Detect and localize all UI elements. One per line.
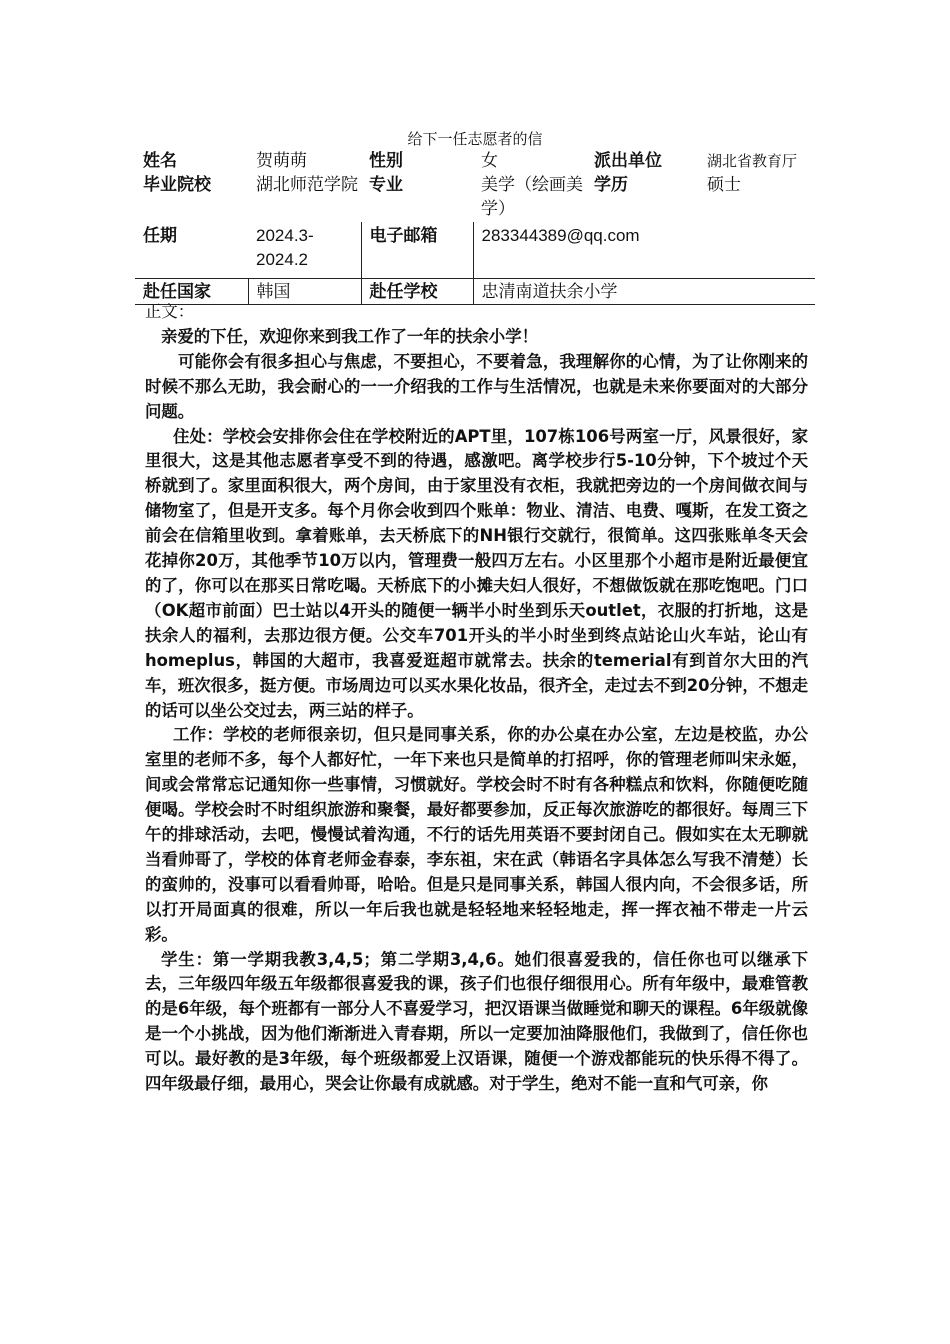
unit-label: 派出单位 [594,151,662,171]
paragraph-intro: 可能你会有很多担心与焦虑，不要担心，不要着急，我理解你的心情，为了让你刚来的时候不那么无助，我会耐心的一一介绍我的工作与生活情况，也就是未来你要面对的大部分问题。 [145,351,808,421]
name-label: 姓名 [143,151,177,171]
school-value: 湖北师范学院 [256,175,358,195]
volunteer-info-table [135,149,815,305]
name-value: 贺萌萌 [256,151,307,171]
post-school-label: 赴任学校 [361,279,473,305]
term-value: 2024.3-2024.2 [248,222,361,279]
body-heading: 正文： [145,302,195,321]
gender-label: 性别 [369,151,403,171]
email-label: 电子邮箱 [361,222,473,279]
paragraph-students: 学生：第一学期我教3,4,5；第二学期3,4,6。她们很喜爱我的，信任你也可以继承下去，三年级四年级五年级都很喜爱我的课，孩子们也很仔细很用心。所有年级中，最难管教的是6年级，每个班都有一部分人不喜爱学习，把汉语课当做睡觉和聊天的课程。6年级就像是一个小挑战，因为他们渐渐进入青春期，所以一定要加油降服他们，我做到了，信任你也可以。最好教的是3年级，每个班级都爱上汉语课，随便一个游戏都能玩的快乐得不得了。四年级最仔细，最用心，哭会让你最有成就感。对于学生，绝对不能一直和气可亲，你 [145,949,808,1094]
info-row-school [135,173,815,222]
degree-value: 硕士 [707,175,741,195]
major-value: 美学（绘画美学） [481,175,583,219]
document-title: 给下一任志愿者的信 [407,130,543,148]
paragraph-housing: 住处：学校会安排你会住在学校附近的APT里，107栋106号两室一厅，风景很好，家里很大，这是其他志愿者享受不到的待遇，感激吧。离学校步行5-10分钟，下个坡过个天桥就到了。家里面积很大，两个房间，由于家里没有衣柜，我就把旁边的一个房间做衣间与储物室了，但是开支多。每个月你会收到四个账单：物业、清洁、电费、嘎斯，在发工资之前会在信箱里收到。拿着账单，去天桥底下的NH银行交就行，很简单。这四张账单冬天会花掉你20万，其他季节10万以内，管理费一般四万左右。小区里那个小超市是附近最便宜的了，你可以在那买日常吃喝。天桥底下的小摊夫妇人很好，不想做饭就在那吃饱吧。门口（OK超市前面）巴士站以4开头的随便一辆半小时坐到乐天outlet，衣服的打折地，这是扶余人的福利，去那边很方便。公交车701开头的半小时坐到终点站论山火车站，论山有homeplus，韩国的大超市，我喜爱逛超市就常去。扶余的temerial有到首尔大田的汽车，班次很多，挺方便。市场周边可以买水果化妆品，很齐全，走过去不到20分钟，不想走的话可以坐公交过去，两三站的样子。 [145,426,808,720]
letter-body [145,300,808,1097]
email-value: 283344389@qq.com [473,222,815,279]
term-label: 任期 [135,222,248,279]
gender-value: 女 [481,151,498,171]
post-school-value: 忠清南道扶余小学 [473,279,815,305]
info-row-name [135,149,815,173]
paragraph-work: 工作：学校的老师很亲切，但只是同事关系，你的办公桌在办公室，左边是校监，办公室里的老师不多，每个人都好忙，一年下来也只是简单的打招呼，你的管理老师叫宋永姬，间或会常常忘记通知你一些事情，习惯就好。学校会时不时有各种糕点和饮料，你随便吃随便喝。学校会时不时组织旅游和聚餐，最好都要参加，反正每次旅游吃的都很好。每周三下午的排球活动，去吧，慢慢试着沟通，不行的话先用英语不要封闭自己。假如实在太无聊就当看帅哥了，学校的体育老师金春泰，李东祖，宋在武（韩语名字具体怎么写我不清楚）长的蛮帅的，没事可以看看帅哥，哈哈。但是只是同事关系，韩国人很内向，不会很多话，所以打开局面真的很难，所以一年后我也就是轻轻地来轻轻地走，挥一挥衣袖不带走一片云彩。 [145,725,808,944]
greeting: 亲爱的下任，欢迎你来到我工作了一年的扶余小学！ [161,326,538,346]
degree-label: 学历 [594,175,628,195]
unit-value: 湖北省教育厅 [707,152,798,170]
country-value: 韩国 [248,279,361,305]
info-row-term [135,222,815,279]
major-label: 专业 [369,175,403,195]
country-label: 赴任国家 [135,279,248,305]
school-label: 毕业院校 [143,175,211,195]
